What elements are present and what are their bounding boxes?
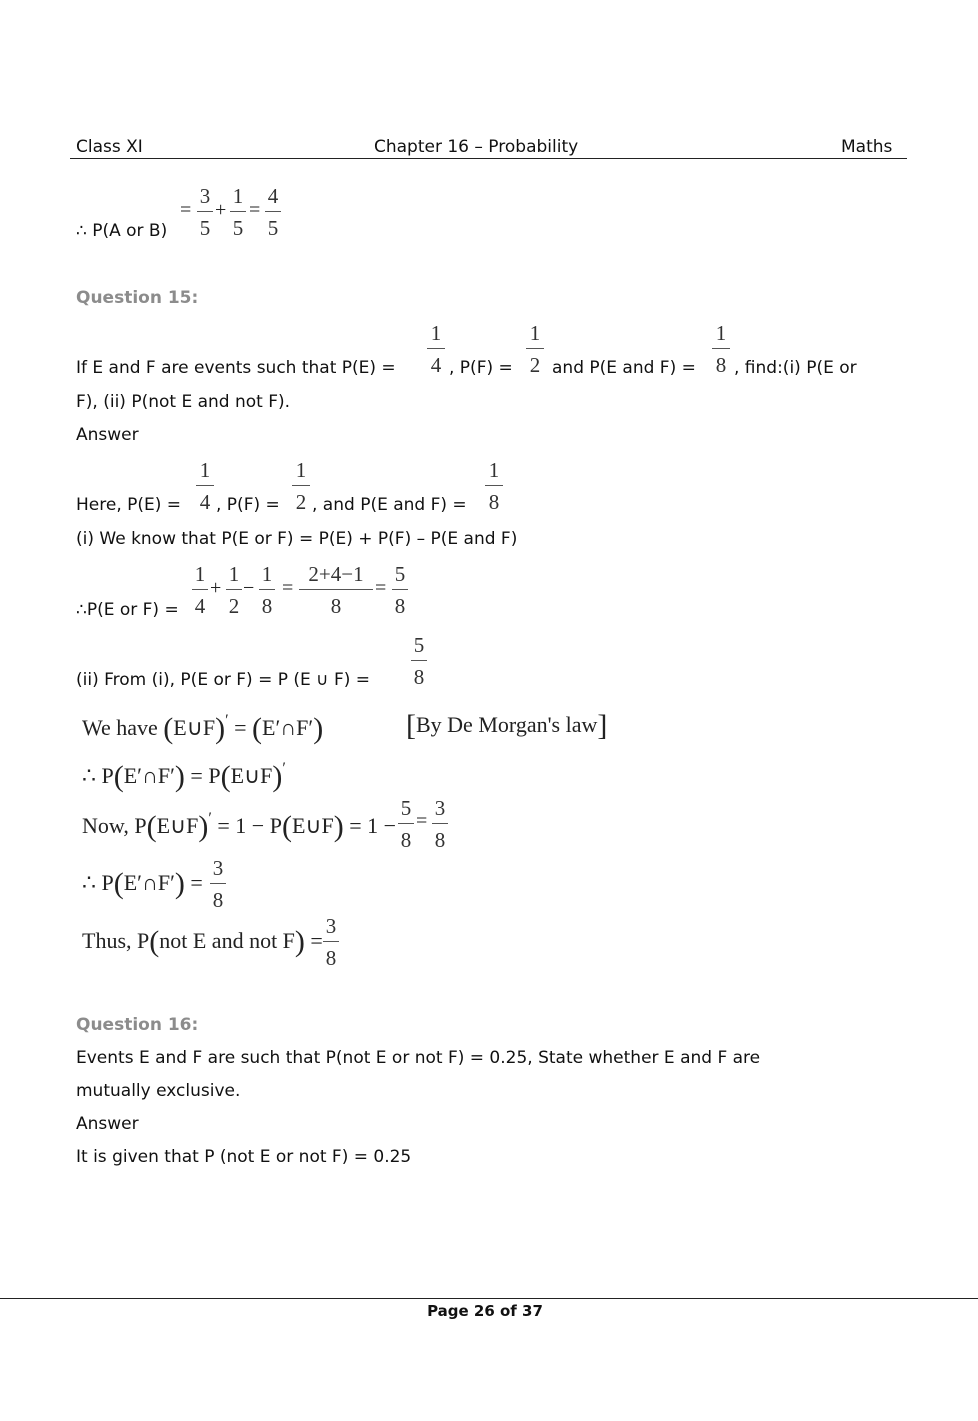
equals-sign: = [234, 715, 247, 740]
plus-sign: + [215, 199, 227, 221]
fraction: 1 8 [485, 459, 503, 513]
text: We have [82, 715, 158, 740]
fraction: 1 2 [292, 459, 310, 513]
plus-sign: + [210, 577, 222, 599]
minus-sign: − [243, 577, 255, 599]
fraction-pef: 1 8 [712, 322, 730, 376]
text: = 1 − P [217, 813, 282, 838]
page-number: Page 26 of 37 [427, 1302, 543, 1320]
expr: E′∩F′ [123, 870, 175, 895]
text: By De Morgan's law [416, 712, 598, 737]
question-16-text-line1: Events E and F are such that P(not E or not F) = 0.25, State whether E and F are [76, 1048, 761, 1068]
fraction: 1 5 [230, 185, 246, 239]
text: = 1 − [349, 813, 397, 838]
expr: E∪F [173, 715, 216, 740]
text: , P(F) = [216, 495, 280, 515]
expr: E′∩F′ [262, 715, 314, 740]
fraction: 3 8 [432, 797, 448, 851]
expr: E∪F [230, 763, 273, 788]
answer-label: Answer [76, 1114, 139, 1134]
fraction: 5 8 [398, 797, 414, 851]
question-15-text-line1 [76, 358, 396, 378]
question-16-text-line2: mutually exclusive. [76, 1081, 241, 1101]
text: Here, P(E) = [76, 495, 182, 515]
therefore-line-1: ∴ P(E′∩F′) = P(E∪F)′ [82, 760, 286, 793]
expr: E∪F [156, 813, 199, 838]
question-16-heading: Question 16: [76, 1015, 199, 1035]
text: Thus, P [82, 928, 150, 953]
demorgan-note: [By De Morgan's law] [406, 709, 608, 742]
text: ∴ P [82, 870, 114, 895]
fraction: 3 5 [197, 185, 213, 239]
text: ∴ P [82, 763, 114, 788]
header-divider [70, 158, 907, 159]
therefore-line-2: ∴ P(E′∩F′) = [82, 867, 203, 900]
fraction: 1 4 [192, 563, 208, 617]
prev-answer-label: ∴ P(A or B) [76, 221, 168, 241]
text: , P(F) = [449, 358, 513, 378]
equals-sign: = [249, 199, 261, 221]
text: and P(E and F) = [552, 358, 696, 378]
answer-label: Answer [76, 425, 139, 445]
text: If E and F are events such that P(E) = [76, 358, 396, 378]
header-chapter: Chapter 16 – Probability [374, 137, 579, 157]
fraction: 3 8 [210, 857, 226, 911]
expr: not E and not F [159, 928, 295, 953]
fraction-pf: 1 2 [526, 322, 544, 376]
given-line: It is given that P (not E or not F) = 0.25 [76, 1147, 412, 1167]
text: (ii) From (i), P(E or F) = P (E ∪ F) = [76, 670, 371, 690]
fraction: 1 8 [259, 563, 275, 617]
fraction: 5 8 [411, 634, 427, 688]
conclusion-line: Thus, P(not E and not F) = [82, 925, 323, 958]
fraction: 1 4 [196, 459, 214, 513]
fraction: 4 5 [265, 185, 281, 239]
footer-divider [0, 1298, 978, 1299]
expr: E′∩F′ [123, 763, 175, 788]
text: , and P(E and F) = [312, 495, 467, 515]
fraction-pe: 1 4 [427, 322, 445, 376]
expr: E∪F [291, 813, 334, 838]
fraction: 1 2 [226, 563, 242, 617]
equals-sign: = [416, 810, 428, 832]
header-class: Class XI [76, 137, 143, 157]
text: , find:(i) P(E or [734, 358, 857, 378]
demorgan-line: We have (E∪F)′ = (E′∩F′) [82, 712, 324, 745]
equals-sign: = [190, 870, 203, 895]
fraction: 5 8 [392, 563, 408, 617]
question-15-text-line2: F), (ii) P(not E and not F). [76, 392, 291, 412]
text: ∴P(E or F) = [76, 600, 179, 620]
fraction: 3 8 [323, 915, 339, 969]
text: = P [190, 763, 221, 788]
equals-sign: = [282, 577, 294, 599]
equals-sign: = [180, 199, 192, 221]
equals-sign: = [310, 928, 323, 953]
question-15-heading: Question 15: [76, 288, 199, 308]
equals-sign: = [375, 577, 387, 599]
now-line: Now, P(E∪F)′ = 1 − P(E∪F) = 1 − [82, 810, 397, 843]
formula-line: (i) We know that P(E or F) = P(E) + P(F) – P(E and F) [76, 529, 518, 549]
fraction: 2+4−1 8 [299, 563, 373, 617]
text: Now, P [82, 813, 147, 838]
header-subject: Maths [841, 137, 893, 157]
